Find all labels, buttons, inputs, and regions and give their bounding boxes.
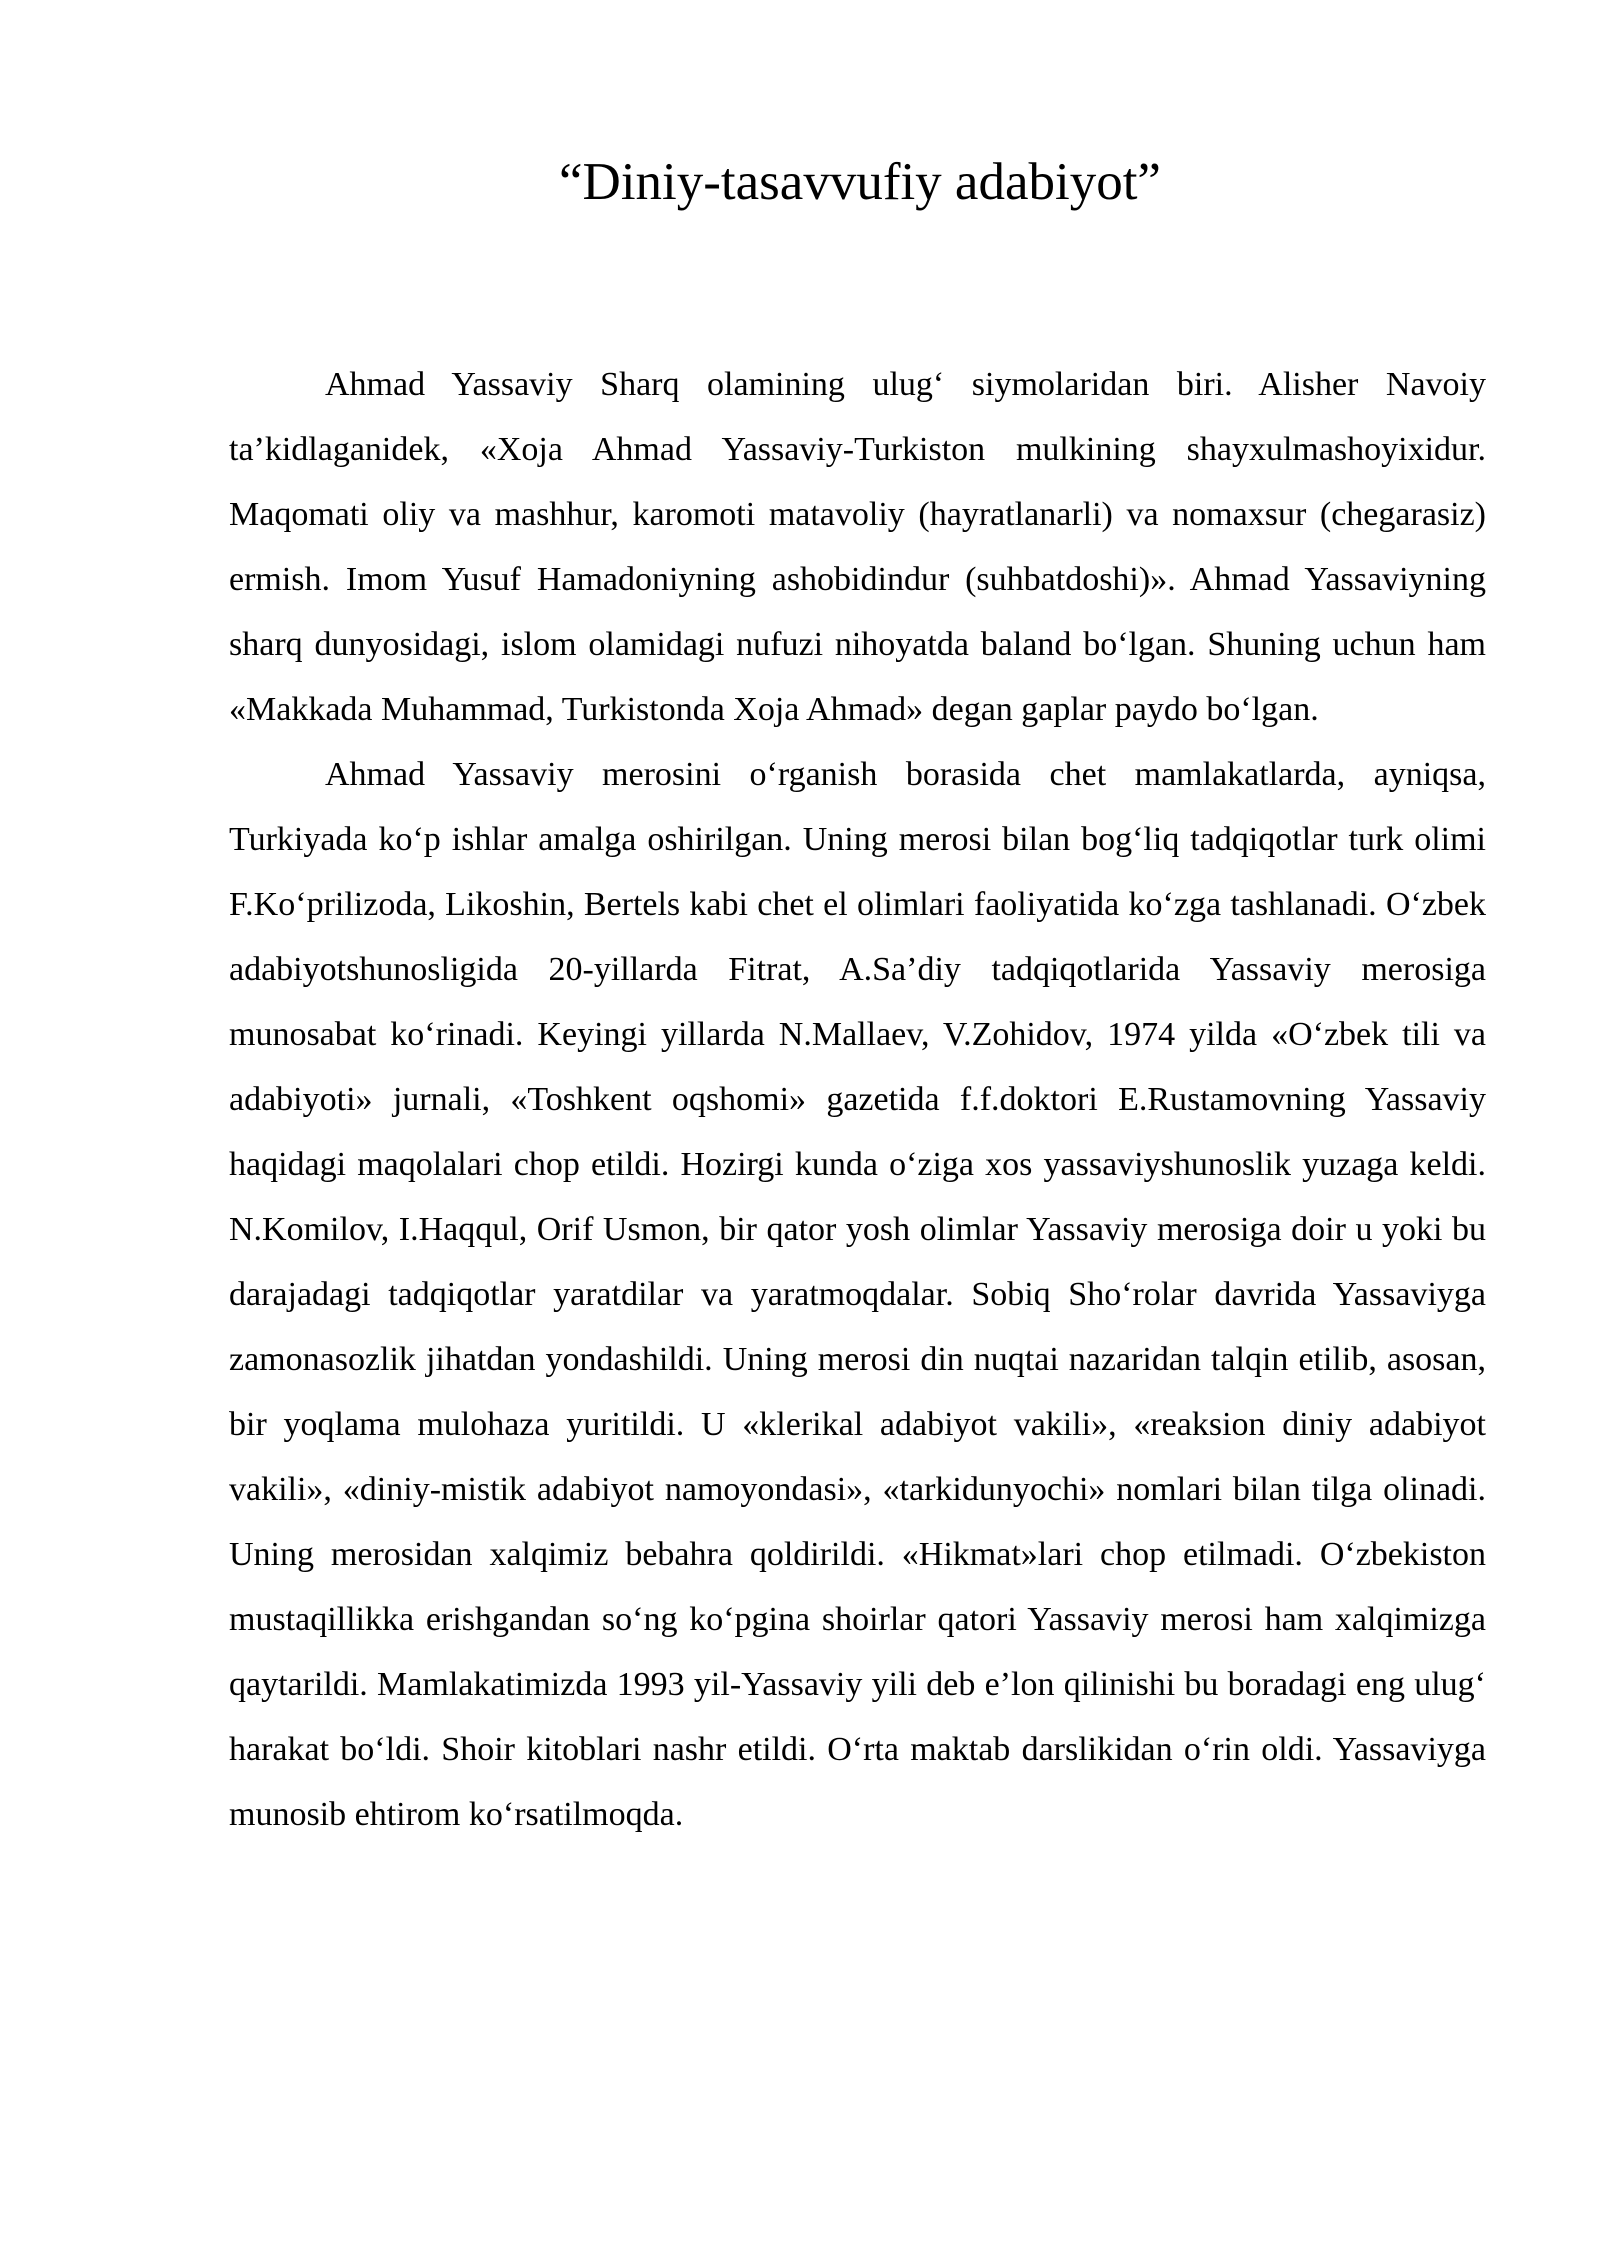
document-body xyxy=(229,352,1486,1847)
paragraph-1: Ahmad Yassaviy Sharq olamining ulug‘ siymolaridan biri. Alisher Navoiy ta’kidlaganidek, «Xoja Ahmad Yassaviy-Turkiston mulkining shayxulmashoyixidur. Maqomati oliy va mashhur, karomoti matavoliy (hayratlanarli) va nomaxsur (chegarasiz) ermish. Imom Yusuf Hamadoniyning ashobidindur (suhbatdoshi)». Ahmad Yassaviyning sharq dunyosidagi, islom olamidagi nufuzi nihoyatda baland bo‘lgan. Shuning uchun ham «Makkada Muhammad, Turkistonda Xoja Ahmad» degan gaplar paydo bo‘lgan. xyxy=(229,366,1486,728)
paragraph-2: Ahmad Yassaviy merosini o‘rganish borasida chet mamlakatlarda, ayniqsa, Turkiyada ko‘p ishlar amalga oshirilgan. Uning merosi bilan bog‘liq tadqiqotlar turk olimi F.Ko‘prilizoda, Likoshin, Bertels kabi chet el olimlari faoliyatida ko‘zga tashlanadi. O‘zbek adabiyotshunosligida 20-yillarda Fitrat, A.Sa’diy tadqiqotlarida Yassaviy merosiga munosabat ko‘rinadi. Keyingi yillarda N.Mallaev, V.Zohidov, 1974 yilda «O‘zbek tili va adabiyoti» jurnali, «Toshkent oqshomi» gazetida f.f.doktori E.Rustamovning Yassaviy haqidagi maqolalari chop etildi. Hozirgi kunda o‘ziga xos yassaviyshunoslik yuzaga keldi. N.Komilov, I.Haqqul, Orif Usmon, bir qator yosh olimlar Yassaviy merosiga doir u yoki bu darajadagi tadqiqotlar yaratdilar va yaratmoqdalar. Sobiq Sho‘rolar davrida Yassaviyga zamonasozlik jihatdan yondashildi. Uning merosi din nuqtai nazaridan talqin etilib, asosan, bir yoqlama mulohaza yuritildi. U «klerikal adabiyot vakili», «reaksion diniy adabiyot vakili», «diniy-mistik adabiyot namoyondasi», «tarkidunyochi» nomlari bilan tilga olinadi. Uning merosidan xalqimiz bebahra qoldirildi. «Hikmat»lari chop etilmadi. O‘zbekiston mustaqillikka erishgandan so‘ng ko‘pgina shoirlar qatori Yassaviy merosi ham xalqimizga qaytarildi. Mamlakatimizda 1993 yil-Yassaviy yili deb e’lon qilinishi bu boradagi eng ulug‘ harakat bo‘ldi. Shoir kitoblari nashr etildi. O‘rta maktab darslikidan o‘rin oldi. Yassaviyga munosib ehtirom ko‘rsatilmoqda. xyxy=(229,756,1486,1833)
document-title: “Diniy-tasavvufiy adabiyot” xyxy=(559,153,1161,211)
